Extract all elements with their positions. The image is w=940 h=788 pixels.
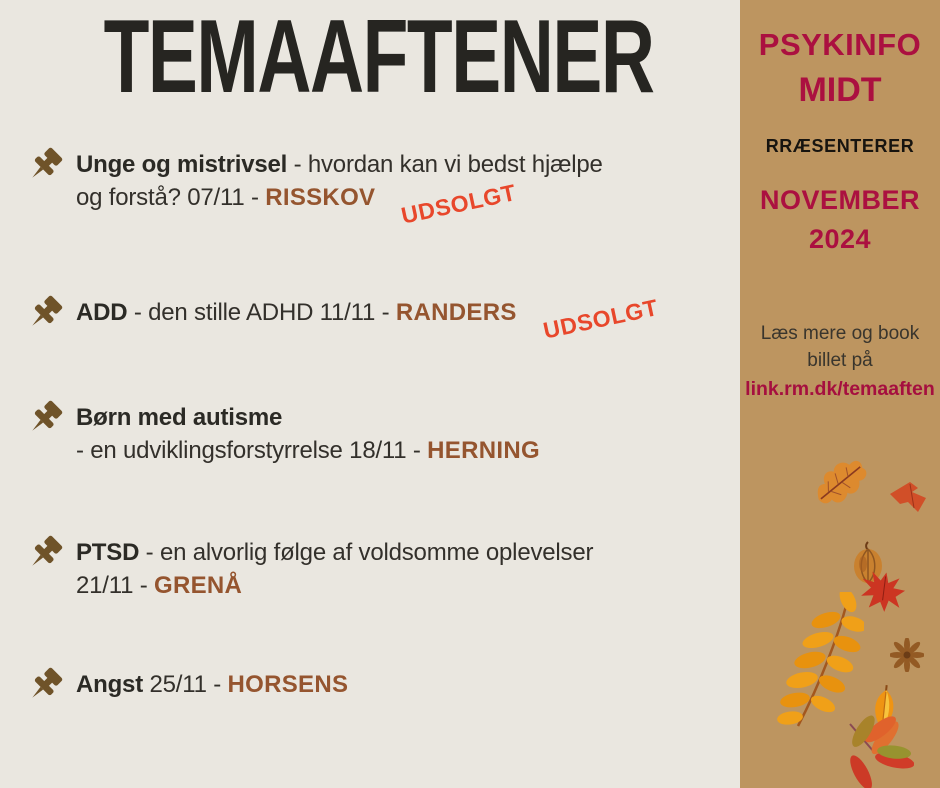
pushpin-icon — [26, 399, 64, 446]
event-location: HORSENS — [227, 671, 349, 698]
page-title: TEMAAFTENER — [103, 0, 654, 115]
event-title: ADD — [76, 299, 128, 326]
pushpin-icon — [26, 666, 64, 713]
event-line — [76, 536, 720, 569]
event-text: - en udviklingsforstyrrelse 18/11 - — [76, 437, 428, 464]
event-title: Børn med autisme — [76, 404, 283, 431]
event-location: RANDERS — [395, 299, 517, 326]
oak-leaf-icon — [804, 446, 882, 521]
creeper-leaf-icon — [828, 714, 914, 788]
brand-name-line2: MIDT — [798, 70, 882, 109]
event-row-unge-og-mistrivsel — [26, 148, 720, 229]
event-location: HERNING — [427, 437, 540, 464]
event-text: - den stille ADHD 11/11 - — [127, 299, 396, 326]
pushpin-icon — [26, 146, 64, 193]
leaf-fragment-icon — [888, 480, 928, 519]
month-line2: 2024 — [808, 223, 872, 254]
soldout-badge: UDSOLGT — [540, 294, 661, 344]
event-line — [76, 148, 720, 181]
event-text: - en alvorlig følge af voldsomme oplevelser — [139, 539, 594, 566]
cta-line2: billet på — [807, 349, 873, 371]
month-line1: NOVEMBER — [759, 184, 920, 215]
event-line — [76, 569, 720, 602]
event-line — [76, 179, 720, 229]
event-line — [76, 434, 720, 467]
event-row-ptsd — [26, 536, 720, 602]
event-line — [76, 294, 720, 344]
event-row-add — [26, 294, 720, 344]
event-text: - hvordan kan vi bedst hjælpe — [287, 151, 603, 178]
cta-text — [740, 321, 940, 404]
brand-name-line1: PSYKINFO — [758, 27, 922, 62]
pushpin-icon — [26, 534, 64, 581]
event-line — [76, 668, 720, 701]
event-row-angst — [26, 668, 720, 701]
presents-label: RRÆSENTERER — [765, 135, 915, 156]
event-title: Angst — [76, 671, 143, 698]
event-text: og forstå? 07/11 - — [76, 184, 266, 211]
soldout-badge: UDSOLGT — [399, 179, 519, 229]
event-text: 25/11 - — [143, 671, 228, 698]
event-location: RISSKOV — [265, 184, 376, 211]
event-row-boern-med-autisme — [26, 401, 720, 467]
brand-logo — [740, 24, 940, 114]
event-title: Unge og mistrivsel — [76, 151, 288, 178]
cta-line1: Læs mere og book — [760, 322, 920, 344]
star-anise-icon — [890, 638, 924, 677]
event-location: GRENÅ — [154, 572, 243, 599]
event-line — [76, 401, 720, 434]
month-label — [740, 181, 940, 259]
booking-link[interactable]: link.rm.dk/temaaften — [745, 377, 935, 400]
pushpin-icon — [26, 294, 64, 341]
event-title: PTSD — [76, 539, 140, 566]
event-text: 21/11 - — [76, 572, 155, 599]
sidebar — [740, 0, 940, 788]
